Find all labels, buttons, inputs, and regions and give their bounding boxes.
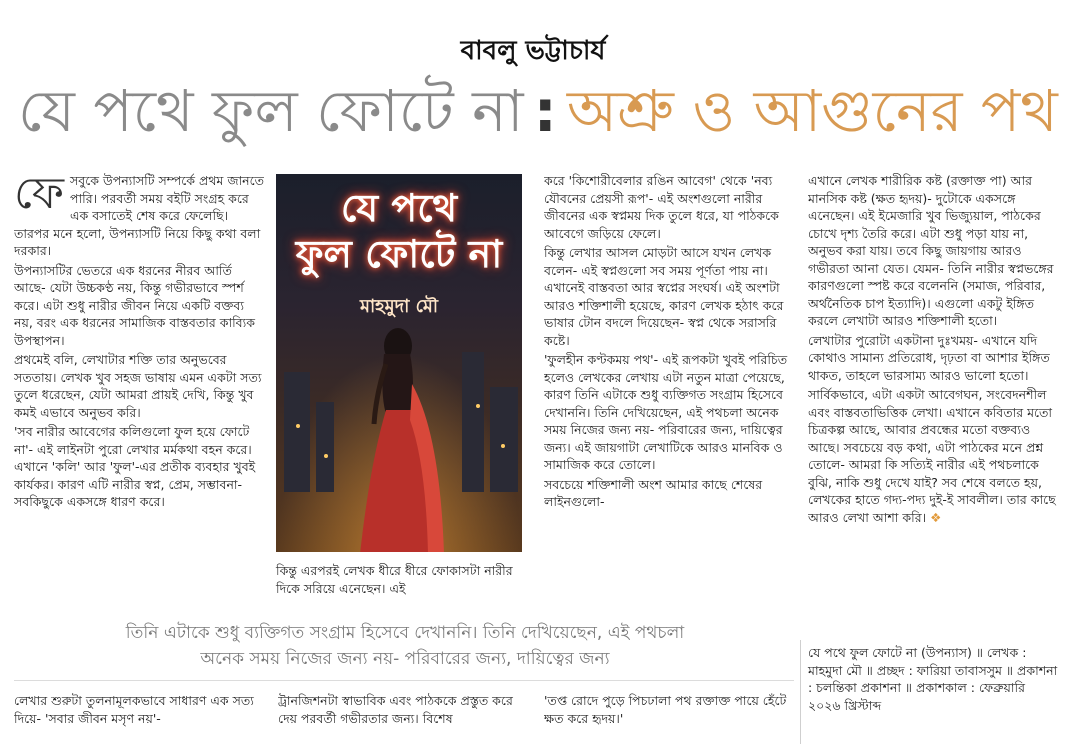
cover-light <box>324 454 328 458</box>
book-info-cover-artist: প্রচ্ছদ : ফারিয়া তাবাসসুম ॥ <box>876 662 1014 678</box>
paragraph: লেখাটার পুরোটা একটানা দুঃখময়- এখানে যদি কোথাও সামান্য প্রতিরোধ, দৃঢ়তা বা আশার ইঙ্গিত থাকত, তাহলে ভারসাম্য আরও ভালো হতো। <box>808 332 1050 383</box>
paragraph <box>808 386 1058 526</box>
cover-woman-figure <box>340 324 450 552</box>
paragraph: উপন্যাসটির ভেতরে এক ধরনের নীরব আর্তি আছে- যেটা উচ্চকণ্ঠ নয়, কিন্তু গভীরভাবে স্পর্শ করে। এটা শুধু নারীর জীবন নিয়ে একটি বক্তব্য নয়, বরং এক ধরনের সামাজিক বাস্তবতার কাব্যিক উপস্থাপন। <box>14 262 255 348</box>
article-column-1 <box>14 172 264 602</box>
cover-building <box>462 352 484 492</box>
headline-book-title: যে পথে ফুল ফোটে না <box>18 77 524 145</box>
cover-caption-text: কিন্তু এরপরই লেখক ধীরে ধীরে ফোকাসটা নারীর দিকে সরিয়ে এনেছেন। এই <box>276 563 513 596</box>
cover-building <box>284 372 310 492</box>
pull-quote <box>20 620 790 672</box>
end-mark-icon: ❖ <box>930 509 942 525</box>
book-info <box>808 644 1058 714</box>
bottom-column-3: 'তপ্ত রোদে পুড়ে পিচঢালা পথ রক্তাক্ত পায়ে হেঁটে ক্ষত করে হৃদয়।' <box>544 693 787 726</box>
paragraph-text: সার্বিকভাবে, এটা একটা আবেগঘন, সংবেদনশীল এবং বাস্তবতাভিত্তিক লেখা। এখানে কবিতার মতো চিত্রকল্প আছে, আবার প্রবন্ধের মতো বক্তব্যও আছে। সবচেয়ে বড় কথা, এটা পাঠকের মনে প্রশ্ন তোলে- আমরা কি সত্যিই নারীর এই পথচলাকে বুঝি, নাকি শুধু দেখে যাই? সব শেষে বলতে হয়, লেখকের হাতে গদ্য-পদ্য দুই-ই সাবলীল। তার কাছে আরও লেখা আশা করি। <box>808 387 1056 525</box>
book-info-publisher: প্রকাশনা : চলন্তিকা প্রকাশনা ॥ <box>808 662 1058 695</box>
divider <box>14 680 794 681</box>
divider <box>800 640 801 744</box>
book-info-published: প্রকাশকাল : ফেব্রুয়ারি ২০২৬ খ্রিস্টাব্দ <box>808 680 1025 713</box>
paragraph: 'সব নারীর আবেগের কলিগুলো ফুল হয়ে ফোটে না'- এই লাইনটা পুরো লেখার মর্মকথা বহন করে। এখানে 'কলি' আর 'ফুল'-এর প্রতীক ব্যবহার খুবই কার্যকর। কারণ এটি নারীর স্বপ্ন, প্রেম, সম্ভাবনা- সবকিছুকে একসঙ্গে ধারণ করে। <box>14 424 256 509</box>
paragraph: করে 'কিশোরীবেলার রঙিন আবেগ' থেকে 'নব্য যৌবনের প্রেয়সী রূপ'- এই অংশগুলো নারীর জীবনের এক স্বপ্নময় দিক তুলে ধরে, যা পাঠককে আবেগে জড়িয়ে ফেলে। <box>544 173 779 241</box>
headline-separator: : <box>533 77 557 145</box>
cover-title-line1: যে পথে <box>340 186 458 230</box>
pull-quote-line: তিনি এটাকে শুধু ব্যক্তিগত সংগ্রাম হিসেবে দেখাননি। তিনি দেখিয়েছেন, এই পথচলা <box>125 623 685 643</box>
cover-light <box>476 404 480 408</box>
headline <box>18 78 1058 144</box>
cover-title-line2: ফুল ফোটে না <box>295 232 503 276</box>
article-column-4 <box>808 172 1058 642</box>
author-byline: বাবলু ভট্টাচার্য <box>460 36 606 66</box>
book-info-title: যে পথে ফুল ফোটে না (উপন্যাস) ॥ <box>808 645 983 660</box>
bottom-column-1: লেখার শুরুটা তুলনামূলকভাবে সাধারণ এক সত্য দিয়ে- 'সবার জীবন মসৃণ নয়'- <box>14 693 254 726</box>
book-cover-image <box>276 174 522 552</box>
cover-light <box>296 424 300 428</box>
article-column-3 <box>544 172 794 602</box>
paragraph: 'ফুলহীন কণ্টকময় পথ'- এই রূপকটা খুবই পরিচিত হলেও লেখকের লেখায় এটা নতুন মাত্রা পেয়েছে, কারণ তিনি এটাকে শুধু ব্যক্তিগত সংগ্রাম হিসেবে দেখাননি। তিনি দেখিয়েছেন, এই পথচলা অনেক সময় নিজের জন্য নয়- পরিবারের জন্য, দায়িত্বের জন্য। এই জায়গাটা লেখাটিকে আরও মানবিক ও সামাজিক করে তোলে। <box>544 352 788 472</box>
bottom-column-2: ট্রানজিশনটা স্বাভাবিক এবং পাঠককে প্রস্তুত করে দেয় পরবর্তী গভীরতার জন্য। বিশেষ <box>278 693 513 726</box>
book-info-writer: লেখক : মাহমুদা মৌ ॥ <box>808 645 1027 678</box>
cover-building <box>316 402 334 492</box>
paragraph: সবচেয়ে শক্তিশালী অংশ আমার কাছে শেষের লাইনগুলো- <box>544 476 763 509</box>
paragraph: সবুকে উপন্যাসটি সম্পর্কে প্রথম জানতে পারি। পরবর্তী সময় বইটি সংগ্রহ করে এক বসাতেই শেষ করে ফেলেছি। তারপর মনে হলো, উপন্যাসটি নিয়ে কিছু কথা বলা দরকার। <box>14 173 264 258</box>
cover-light <box>501 444 505 448</box>
cover-building <box>490 387 518 492</box>
paragraph: কিন্তু লেখার আসল মোড়টা আসে যখন লেখক বলেন- এই স্বপ্নগুলো সব সময় পূর্ণতা পায় না। এখানেই বাস্তবতা আর স্বপ্নের সংঘর্ষ। এই অংশটা আরও শক্তিশালী হয়েছে, কারণ লেখক হঠাৎ করে ভাষার টোন বদলে দিয়েছেন- স্বপ্ন থেকে সরাসরি কষ্টে। <box>544 245 784 348</box>
drop-cap: ফে <box>14 172 65 219</box>
paragraph: এখানে লেখক শারীরিক কষ্ট (রক্তাক্ত পা) আর মানসিক কষ্ট (ক্ষত হৃদয়)- দুটোকে একসঙ্গে এনেছেন। এই ইমেজারি খুব ভিজ্যুয়াল, পাঠকের চোখে দৃশ্য তৈরি করে। এটা শুধু পড়া যায় না, অনুভব করা যায়। তবে কিছু জায়গায় আরও গভীরতা আনা যেত। যেমন- তিনি নারীর স্বপ্নভঙ্গের কারণগুলো স্পষ্ট করে বলেননি (সমাজ, পরিবার, অর্থনৈতিক চাপ ইত্যাদি)। এগুলো একটু ইঙ্গিত করলে লেখাটা আরও শক্তিশালী হতো। <box>808 173 1054 328</box>
pull-quote-line: অনেক সময় নিজের জন্য নয়- পরিবারের জন্য, দায়িত্বের জন্য <box>200 649 610 669</box>
cover-author: মাহমুদা মৌ <box>359 296 439 317</box>
headline-subtitle: অশ্রু ও আগুনের পথ <box>566 77 1058 145</box>
paragraph: প্রথমেই বলি, লেখাটার শক্তি তার অনুভবের সততায়। লেখক খুব সহজ ভাষায় এমন একটা সত্য তুলে ধরেছেন, যেটা আমরা প্রায়ই দেখি, কিন্তু খুব কমই এভাবে অনুভব করি। <box>14 352 262 420</box>
